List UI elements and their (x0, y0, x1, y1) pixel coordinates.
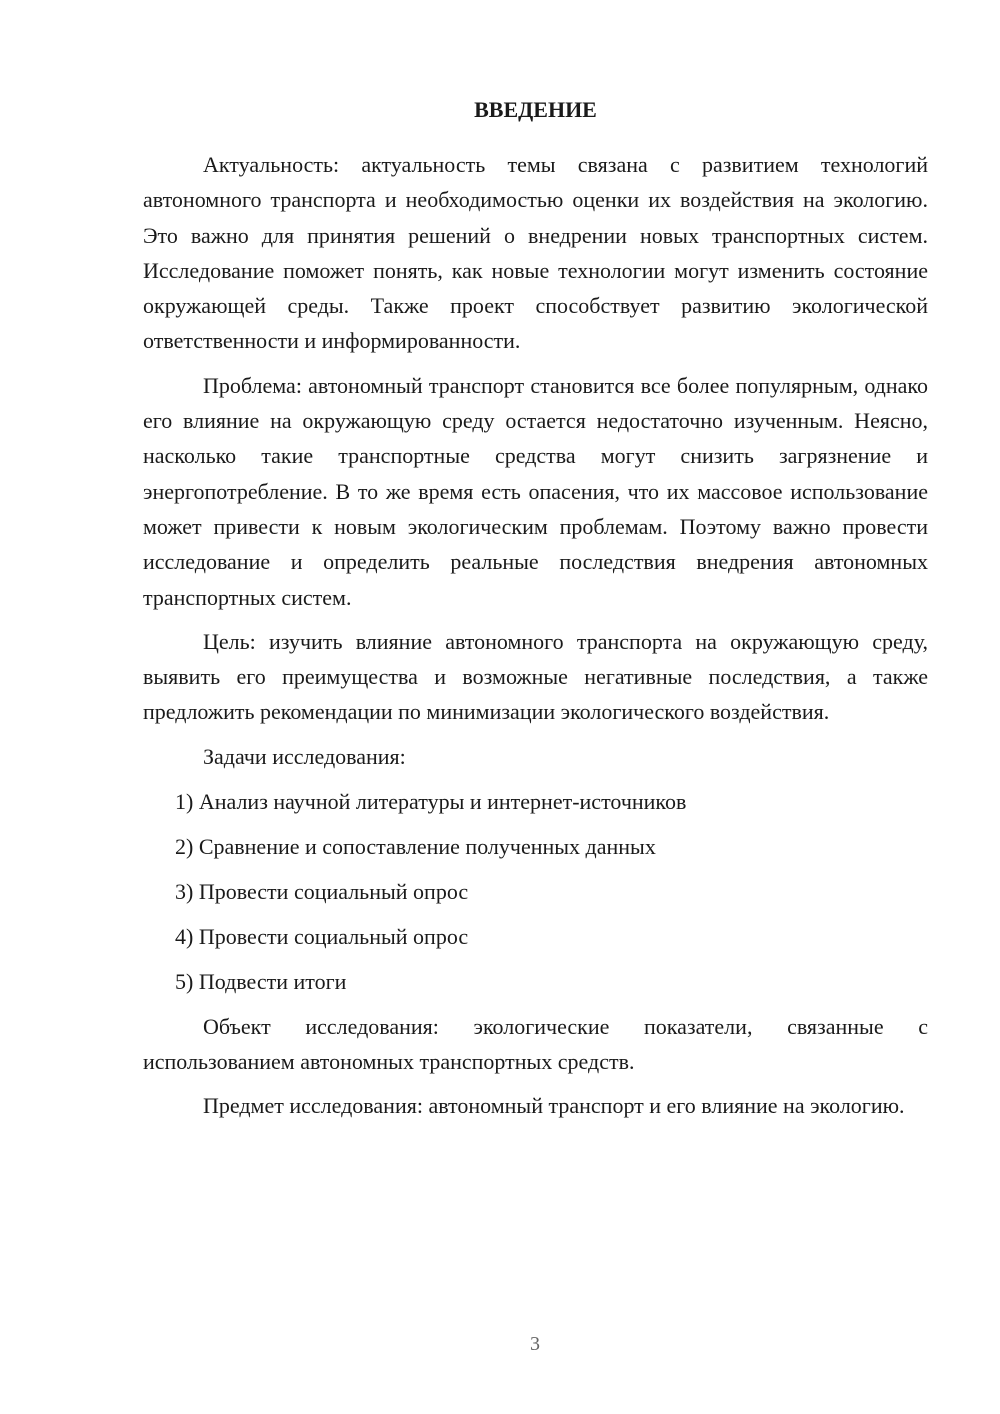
section-title: ВВЕДЕНИЕ (474, 97, 597, 122)
task-item-3: 3) Провести социальный опрос (175, 878, 469, 904)
task-item-5: 5) Подвести итоги (175, 968, 347, 994)
paragraph-subject: Предмет исследования: автономный транспорт и его влияние на экологию. (203, 1093, 905, 1119)
tasks-list (143, 784, 928, 999)
page-number: 3 (530, 1333, 540, 1355)
task-item-4: 4) Провести социальный опрос (175, 923, 469, 949)
paragraph-object: Объект исследования: экологические показатели, связанные с использованием автономных транспортных средств. (143, 1013, 928, 1075)
paragraph-relevance: Актуальность: актуальность темы связана с развитием технологий автономного транспорта и необходимостью оценки их воздействия на экологию. Это важно для принятия решений о внедрении новых транспортных систем. Исследование поможет понять, как новые технологии могут изменить состояние окружающей среды. Также проект способствует развитию экологической ответственности и информированности. (143, 152, 928, 354)
document-page (143, 92, 928, 1133)
task-item-1: 1) Анализ научной литературы и интернет-источников (175, 788, 687, 814)
task-item-2: 2) Сравнение и сопоставление полученных данных (175, 833, 656, 859)
paragraph-goal: Цель: изучить влияние автономного транспорта на окружающую среду, выявить его преимущества и возможные негативные последствия, а также предложить рекомендации по минимизации экологического воздействия. (143, 628, 928, 725)
paragraph-problem: Проблема: автономный транспорт становится все более популярным, однако его влияние на окружающую среду остается недостаточно изученным. Неясно, насколько такие транспортные средства могут снизить загрязнение и энергопотребление. В то же время есть опасения, что их массовое использование может привести к новым экологическим проблемам. Поэтому важно провести исследование и определить реальные последствия внедрения автономных транспортных систем. (143, 372, 928, 610)
tasks-heading: Задачи исследования: (203, 743, 406, 769)
